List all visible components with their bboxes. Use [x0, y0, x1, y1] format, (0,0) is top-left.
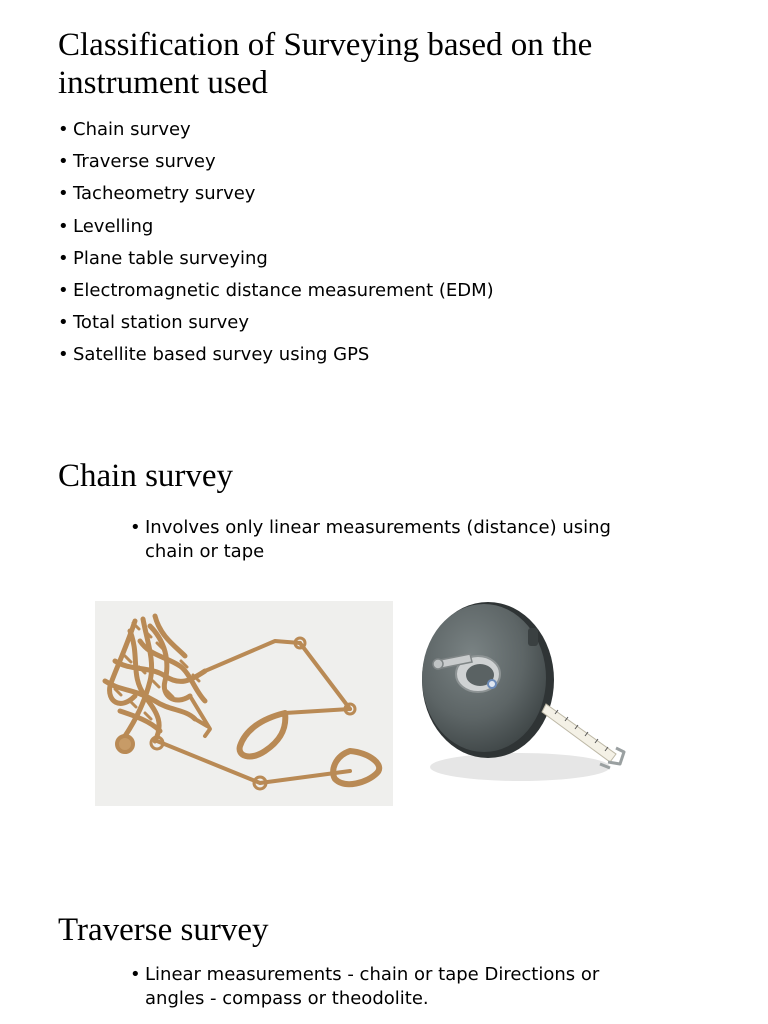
- list-item: [58, 342, 494, 374]
- list-item-text: Tacheometry survey: [73, 183, 256, 205]
- list-item: [58, 181, 494, 213]
- surveying-chain-image: [95, 601, 393, 806]
- surveying-chain-icon: [95, 601, 393, 806]
- list-item-text: Chain survey: [73, 119, 191, 140]
- bullet-icon: •: [58, 215, 69, 237]
- bullet-icon: •: [58, 247, 69, 269]
- slide-title-classification: Classification of Surveying based on the instrument used: [58, 27, 593, 101]
- list-item: [58, 278, 494, 310]
- chain-survey-list: [130, 516, 620, 564]
- bullet-icon: •: [130, 964, 141, 985]
- list-item-text: Total station survey: [73, 312, 249, 334]
- bullet-icon: •: [58, 183, 69, 205]
- instrument-list: [58, 117, 494, 375]
- bullet-icon: •: [130, 517, 141, 538]
- slide-title-traverse-survey: Traverse survey: [58, 912, 269, 948]
- bullet-icon: •: [58, 279, 69, 301]
- slide-title-chain-survey: Chain survey: [58, 458, 234, 494]
- list-item: [130, 963, 630, 1011]
- bullet-icon: •: [58, 119, 69, 140]
- measuring-tape-image: [410, 592, 640, 797]
- list-item: [58, 117, 494, 149]
- list-item-text: Levelling: [73, 215, 154, 237]
- list-item-text: Involves only linear measurements (distance) using chain or tape: [145, 517, 611, 562]
- list-item-text: Linear measurements - chain or tape Directions or angles - compass or theodolite.: [145, 964, 600, 1009]
- bullet-icon: •: [58, 312, 69, 334]
- list-item-text: Traverse survey: [73, 151, 216, 173]
- traverse-survey-list: [130, 963, 630, 1011]
- list-item: [58, 149, 494, 181]
- list-item: [58, 310, 494, 342]
- bullet-icon: •: [58, 151, 69, 173]
- list-item: [130, 516, 620, 564]
- list-item: [58, 246, 494, 278]
- list-item-text: Electromagnetic distance measurement (EDM): [73, 279, 494, 301]
- list-item: [58, 214, 494, 246]
- list-item-text: Satellite based survey using GPS: [73, 344, 370, 366]
- bullet-icon: •: [58, 344, 69, 366]
- measuring-tape-icon: [410, 592, 640, 797]
- list-item-text: Plane table surveying: [73, 247, 268, 269]
